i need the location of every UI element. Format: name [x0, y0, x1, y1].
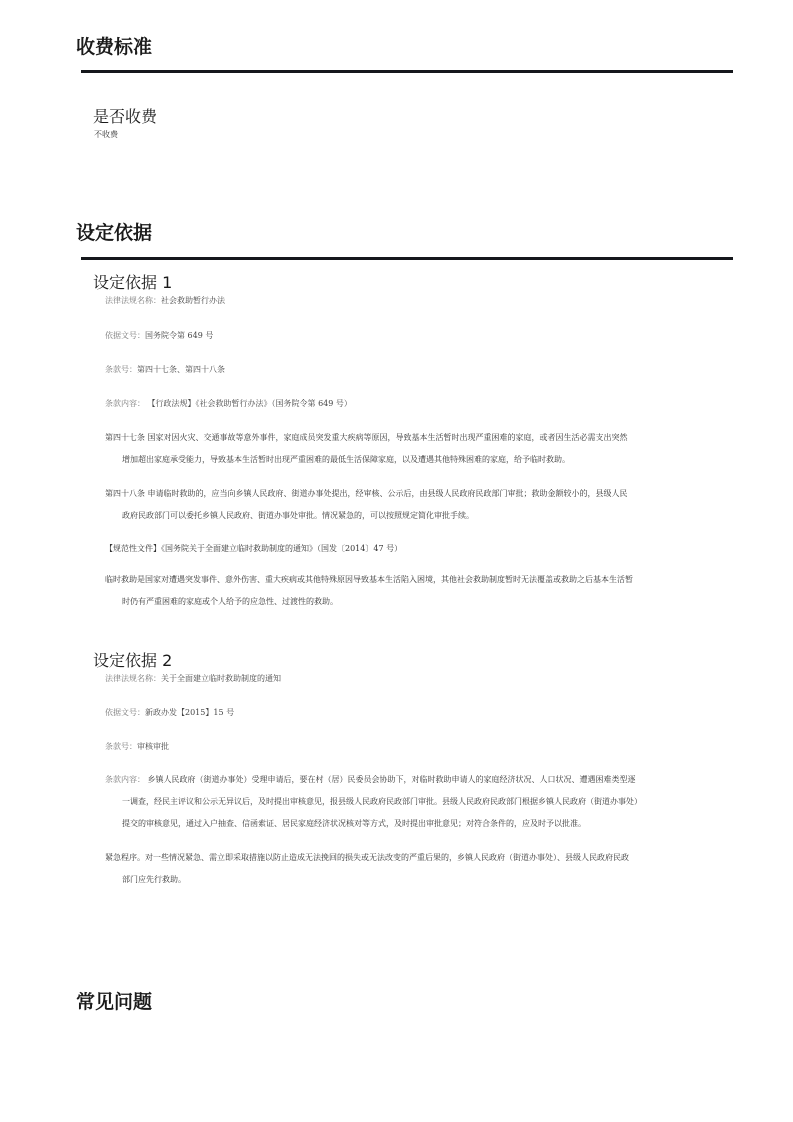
basis-2-content — [105, 769, 677, 835]
basis-1-article-47 — [105, 427, 677, 471]
basis-1-doc-no-label: 依据文号： — [105, 331, 145, 340]
basis-2-law-name-label: 法律法规名称： — [105, 674, 161, 683]
basis-2-content-label: 条款内容： — [105, 775, 145, 784]
basis-1-article-no-label: 条款号： — [105, 365, 137, 374]
basis-2-article-no-label: 条款号： — [105, 742, 137, 751]
basis-1-article-no — [105, 364, 225, 376]
basis-2-content-line-4: 部门应先行救助。 — [122, 875, 186, 884]
section-title-basis: 设定依据 — [76, 222, 153, 244]
basis-1-law-name-label: 法律法规名称： — [105, 296, 161, 305]
basis-2-content-line-3: 紧急程序。对一些情况紧急、需立即采取措施以防止造成无法挽回的损失或无法改变的严重后果的，乡镇人民政府（街道办事处）、县级人民政府民政 — [105, 853, 629, 862]
basis-2-article-no-value: 审核审批 — [137, 742, 169, 751]
basis-2-doc-no-label: 依据文号： — [105, 708, 145, 717]
basis-2-heading: 设定依据 2 — [93, 651, 173, 670]
basis-1-content-line-0: 【行政法规】《社会救助暂行办法》（国务院令第 649 号） — [147, 399, 352, 408]
basis-2-article-no — [105, 741, 169, 753]
basis-1-content-label: 条款内容： — [105, 399, 145, 408]
basis-1-doc-no — [105, 330, 213, 342]
basis-2-content-line-1: 一调查，经民主评议和公示无异议后，及时提出审核意见，报县级人民政府民政部门审批。县级人民政府民政部门根据乡镇人民政府（街道办事处） — [122, 797, 642, 806]
basis-1-definition — [105, 569, 677, 613]
basis-1-content-line-5: 【规范性文件】《国务院关于全面建立临时救助制度的通知》（国发〔2014〕47 号） — [105, 544, 403, 553]
fee-item-value: 不收费 — [94, 130, 118, 139]
basis-1-normative-doc — [105, 538, 677, 560]
section-divider-basis — [81, 257, 733, 260]
basis-1-article-no-value: 第四十七条、第四十八条 — [137, 365, 225, 374]
basis-1-content-line-6: 临时救助是国家对遭遇突发事件、意外伤害、重大疾病或其他特殊原因导致基本生活陷入困境，其他社会救助制度暂时无法覆盖或救助之后基本生活暂 — [105, 575, 633, 584]
basis-2-doc-no — [105, 707, 234, 719]
basis-1-doc-no-value: 国务院令第 649 号 — [145, 331, 214, 340]
basis-1-content-line-2: 增加超出家庭承受能力，导致基本生活暂时出现严重困难的最低生活保障家庭，以及遭遇其他特殊困难的家庭，给予临时救助。 — [122, 455, 570, 464]
basis-2-law-name — [105, 673, 281, 685]
basis-2-content-line-0: 乡镇人民政府（街道办事处）受理申请后，要在村（居）民委员会协助下，对临时救助申请人的家庭经济状况、人口状况、遭遇困难类型逐 — [147, 775, 636, 784]
basis-2-content-line-2: 提交的审核意见，通过入户抽查、信函索证、居民家庭经济状况核对等方式，及时提出审批意见；对符合条件的，应及时予以批准。 — [122, 819, 586, 828]
basis-1-content-line-7: 时仍有严重困难的家庭或个人给予的应急性、过渡性的救助。 — [122, 597, 338, 606]
basis-2-emergency — [105, 847, 677, 891]
fee-item-title: 是否收费 — [93, 107, 158, 126]
basis-1-heading: 设定依据 1 — [93, 273, 173, 292]
basis-1-article-48 — [105, 483, 677, 527]
basis-1-content-line-3: 第四十八条 申请临时救助的，应当向乡镇人民政府、街道办事处提出，经审核、公示后，由县级人民政府民政部门审批；救助金额较小的，县级人民 — [105, 489, 628, 498]
basis-1-content-line-1: 第四十七条 国家对因火灾、交通事故等意外事件，家庭成员突发重大疾病等原因，导致基本生活暂时出现严重困难的家庭，或者因生活必需支出突然 — [105, 433, 628, 442]
basis-2-law-name-value: 关于全面建立临时救助制度的通知 — [161, 674, 281, 683]
section-title-fee: 收费标准 — [76, 36, 153, 58]
basis-1-content-line-4: 政府民政部门可以委托乡镇人民政府、街道办事处审批。情况紧急的，可以按照规定简化审批手续。 — [122, 511, 474, 520]
section-title-faq: 常见问题 — [76, 991, 153, 1013]
basis-2-doc-no-value: 新政办发【2015】15 号 — [145, 708, 235, 717]
basis-1-law-name — [105, 295, 225, 307]
section-divider-fee — [81, 70, 733, 73]
basis-1-law-name-value: 社会救助暂行办法 — [161, 296, 225, 305]
basis-1-content-header — [105, 398, 352, 410]
